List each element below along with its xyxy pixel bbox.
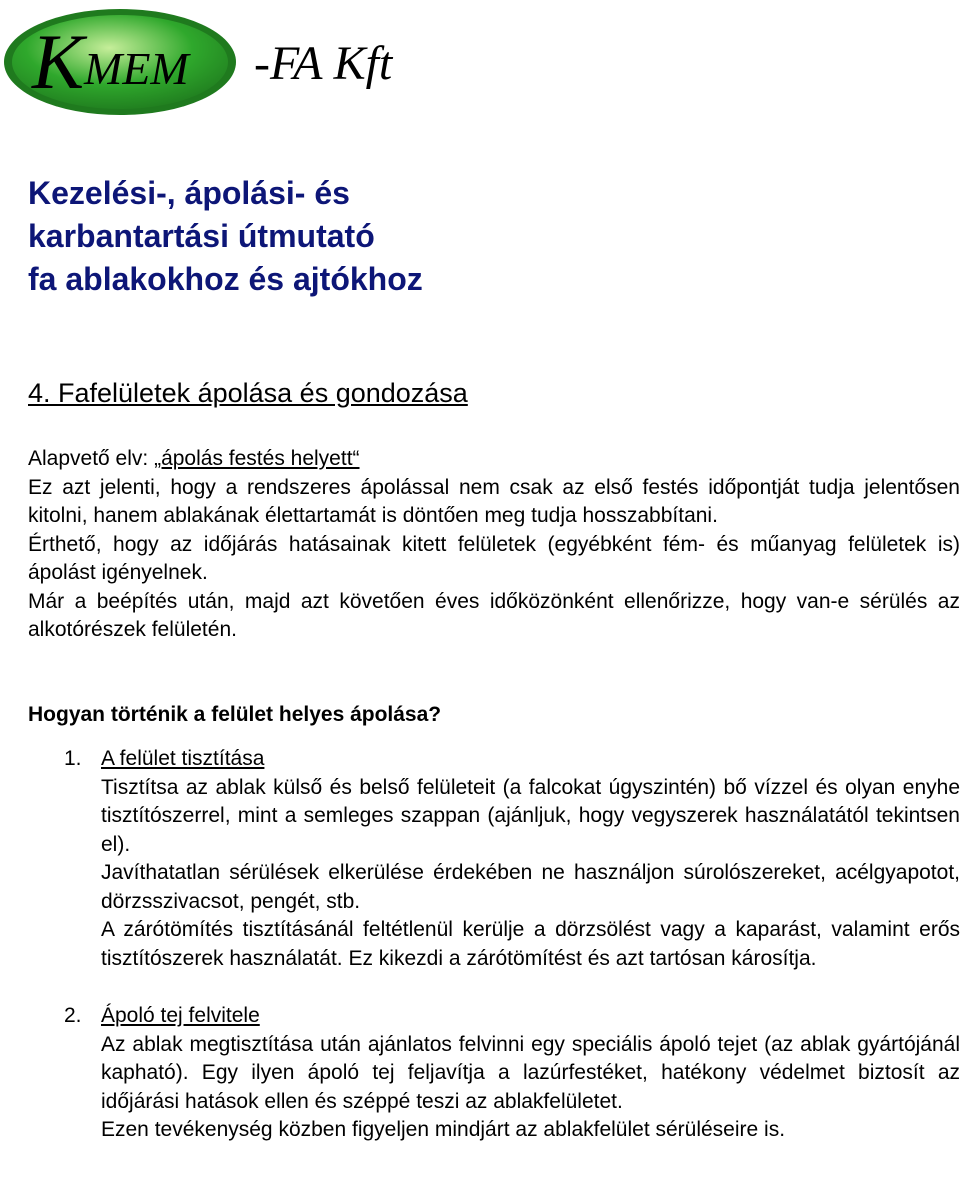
intro-paragraph-1: Ez azt jelenti, hogy a rendszeres ápolással nem csak az első festés időpontját tudja jelentősen kitolni, hanem ablakának élettartamát is döntően meg tudja hosszabbítani. bbox=[28, 475, 960, 527]
step-paragraph: Ezen tevékenység közben figyeljen mindjárt az ablakfelület sérüléseire is. bbox=[101, 1118, 786, 1141]
care-steps-list bbox=[28, 745, 960, 1145]
section-heading: 4. Fafelületek ápolása és gondozása bbox=[28, 378, 468, 408]
step-number: 1. bbox=[64, 747, 82, 770]
logo-letter-k: K bbox=[32, 18, 85, 105]
step-paragraph: Javíthatatlan sérülések elkerülése érdekében ne használjon súrolószereket, acélgyapotot, dörzsszivacsot, pengét, stb. bbox=[101, 861, 960, 913]
step-paragraph: Tisztítsa az ablak külső és belső felületeit (a falcokat úgyszintén) bő vízzel és olyan enyhe tisztítószerrel, mint a semleges szappan (ajánljuk, hogy vegyszerek használatától tekintsen el). bbox=[101, 775, 960, 856]
care-step-cleaning bbox=[28, 745, 960, 973]
step-paragraph: Az ablak megtisztítása után ajánlatos felvinni egy speciális ápoló tejet (az ablak gyártójánál kapható). Egy ilyen ápoló tej feljavítja a lazúrfestéket, hatékony védelmet biztosít az időjárási hatások ellen és széppé teszi az ablakfelületet. bbox=[101, 1032, 960, 1113]
title-line-3: fa ablakokhoz és ajtókhoz bbox=[28, 261, 423, 297]
intro-paragraph-3: Már a beépítés után, majd azt követően éves időközönként ellenőrizze, hogy van-e sérülés az alkotórészek felületén. bbox=[28, 589, 960, 641]
care-question: Hogyan történik a felület helyes ápolása? bbox=[28, 703, 442, 726]
principle-label: Alapvető elv: bbox=[28, 447, 155, 470]
document-title bbox=[28, 172, 423, 301]
care-step-milk bbox=[28, 1002, 960, 1145]
principle-value: „ápolás festés helyett“ bbox=[154, 447, 360, 470]
intro-paragraph-2: Érthető, hogy az időjárás hatásainak kitett felületek (egyébként fém- és műanyag felületek is) ápolást igényelnek. bbox=[28, 532, 960, 584]
step-title: Ápoló tej felvitele bbox=[101, 1004, 260, 1027]
intro-text bbox=[28, 445, 960, 645]
step-title: A felület tisztítása bbox=[101, 747, 265, 770]
principle-line bbox=[28, 445, 960, 474]
logo-badge bbox=[2, 6, 252, 118]
logo-letters-mem: MEM bbox=[84, 43, 189, 94]
step-paragraph: A zárótömítés tisztításánál feltétlenül kerülje a dörzsölést vagy a kaparást, valamint erős tisztítószerek használatát. Ez kikezdi a zárótömítést és azt tartósan károsítja. bbox=[101, 918, 960, 970]
title-line-1: Kezelési-, ápolási- és bbox=[28, 175, 350, 211]
company-suffix: -FA Kft bbox=[254, 37, 393, 90]
company-logo bbox=[2, 6, 442, 118]
step-number: 2. bbox=[64, 1004, 82, 1027]
title-line-2: karbantartási útmutató bbox=[28, 218, 375, 254]
